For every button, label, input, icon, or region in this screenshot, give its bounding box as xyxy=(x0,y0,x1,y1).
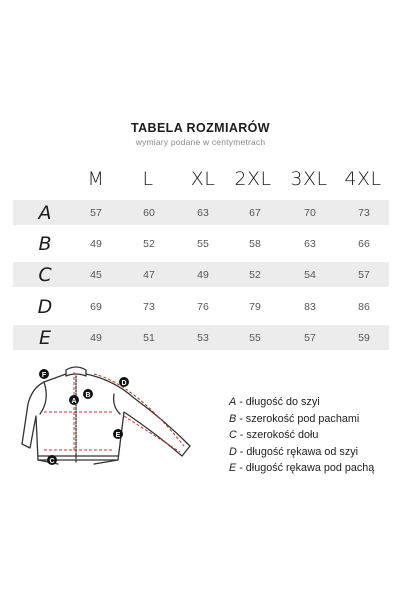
table-cell: 49 xyxy=(197,268,209,281)
legend-item-c: C - szerokość dołu xyxy=(229,429,319,441)
diagram-marker-f xyxy=(39,369,49,379)
garment-diagram xyxy=(14,360,204,480)
table-cell: 73 xyxy=(143,300,155,313)
diagram-marker-c xyxy=(47,455,57,465)
table-cell: 63 xyxy=(304,237,316,250)
svg-text:A: A xyxy=(71,398,77,405)
table-cell: 86 xyxy=(358,300,370,313)
table-row-e xyxy=(13,325,389,350)
diagram-marker-b xyxy=(83,389,93,399)
table-row-d xyxy=(13,294,389,319)
svg-text:E: E xyxy=(115,432,121,439)
table-cell: 51 xyxy=(143,331,155,344)
table-cell: 79 xyxy=(249,300,261,313)
table-cell: 49 xyxy=(90,331,102,344)
table-cell: 52 xyxy=(143,237,155,250)
size-header-4xl: 4XL xyxy=(344,168,382,190)
table-cell: 70 xyxy=(304,206,316,219)
table-cell: 47 xyxy=(143,268,155,281)
table-cell: 52 xyxy=(249,268,261,281)
row-label: E xyxy=(38,326,51,349)
size-header-xl: XL xyxy=(190,168,216,190)
table-cell: 45 xyxy=(90,268,102,281)
table-title: TABELA ROZMIARÓW xyxy=(130,121,271,135)
table-cell: 55 xyxy=(197,237,209,250)
table-cell: 54 xyxy=(304,268,316,281)
svg-text:D: D xyxy=(121,380,127,387)
legend-item-a: A - długość do szyi xyxy=(229,396,320,408)
table-cell: 53 xyxy=(197,331,209,344)
table-subtitle: wymiary podane w centymetrach xyxy=(135,137,266,147)
legend-item-b: B - szerokość pod pachami xyxy=(229,412,360,425)
diagram-marker-d xyxy=(119,377,129,387)
diagram-marker-e xyxy=(113,429,123,439)
table-cell: 58 xyxy=(249,237,261,250)
diagram-marker-a xyxy=(69,395,79,405)
table-row-c xyxy=(13,262,389,287)
table-cell: 49 xyxy=(90,237,102,250)
table-cell: 67 xyxy=(249,206,261,219)
size-header-2xl: 2XL xyxy=(234,168,272,190)
table-cell: 57 xyxy=(358,268,370,281)
table-cell: 69 xyxy=(90,300,102,313)
table-cell: 60 xyxy=(143,206,155,219)
table-cell: 83 xyxy=(304,300,316,313)
table-cell: 73 xyxy=(358,206,370,219)
table-cell: 63 xyxy=(197,206,209,219)
svg-text:C: C xyxy=(49,458,55,465)
table-cell: 57 xyxy=(90,206,102,219)
table-cell: 59 xyxy=(358,331,370,344)
row-label: A xyxy=(38,201,52,224)
table-cell: 76 xyxy=(197,300,209,313)
svg-text:B: B xyxy=(85,392,91,399)
table-row-b xyxy=(13,231,389,256)
size-header-3xl: 3XL xyxy=(290,168,328,190)
measurement-legend xyxy=(229,394,374,477)
legend-item-d: D - długość rękawa od szyi xyxy=(229,445,359,458)
row-label: D xyxy=(37,295,53,318)
svg-text:F: F xyxy=(41,372,47,379)
row-label: C xyxy=(38,263,52,286)
legend-item-e: E - długość rękawa pod pachą xyxy=(229,462,375,474)
size-header-l: L xyxy=(142,168,154,190)
table-cell: 55 xyxy=(249,331,261,344)
table-cell: 66 xyxy=(358,237,370,250)
table-cell: 57 xyxy=(304,331,316,344)
row-label: B xyxy=(38,232,52,255)
size-header-m: M xyxy=(87,168,105,190)
jacket-outline-icon xyxy=(22,367,190,464)
table-row-a xyxy=(13,200,389,225)
